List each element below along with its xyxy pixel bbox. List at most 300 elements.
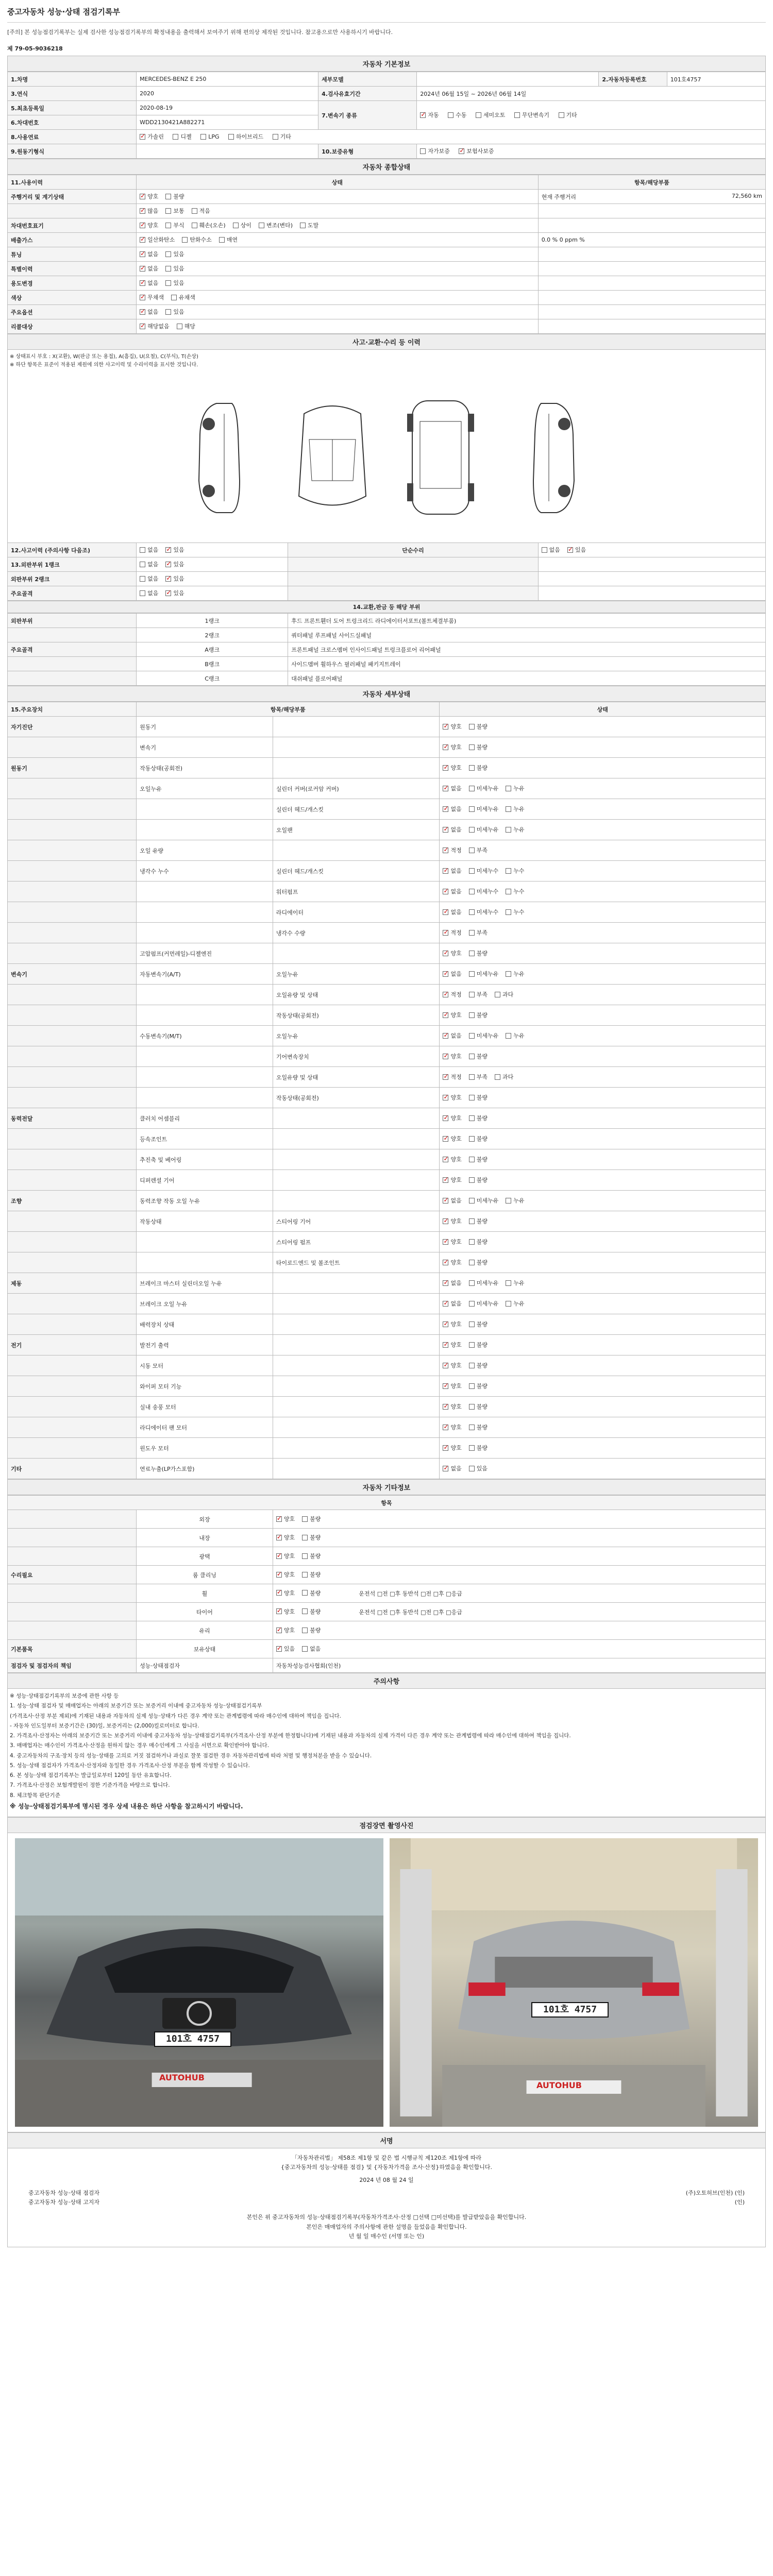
notes-item: 3. 매매업자는 매수인이 가격조사·산정을 원하지 않는 경우 매수인에게 그 사실을 서면으로 확인받아야 합니다. [10,1742,270,1749]
option-label: 있음 [173,309,184,316]
checkbox-icon [300,223,306,228]
detail-device: 원동기 [8,758,137,778]
detail-device [8,1129,137,1149]
checkbox-icon [302,1535,308,1540]
checkbox-icon [567,547,573,553]
option-label: 양호 [450,1053,462,1060]
detail-item [137,902,273,923]
overall-item-note [538,291,765,305]
checkbox-option [165,308,184,316]
checkbox-option [443,949,461,957]
checkbox-icon [140,266,145,272]
overall-item-note [538,218,765,233]
checkbox-option [469,1258,488,1266]
accident-state [137,586,288,601]
detail-subitem: 오일유량 및 상태 [273,985,440,1005]
checkbox-icon [469,992,475,997]
option-label: 누수 [513,868,525,875]
rank-row [8,642,766,657]
option-label: 누유 [513,1197,525,1205]
checkbox-icon [276,1516,282,1522]
detail-item: 디퍼렌셜 기어 [137,1170,273,1191]
checkbox-icon [165,562,171,567]
overall-row [8,218,766,233]
checkbox-option [443,887,461,895]
basic-info-table [7,72,766,159]
checkbox-icon [443,971,448,977]
checkbox-icon [165,208,171,214]
detail-row [8,1335,766,1355]
checkbox-icon [233,223,239,228]
detail-item: 원동기 [137,717,273,737]
detail-item [137,923,273,943]
detail-subitem [273,1397,440,1417]
other-row [8,1603,766,1621]
detail-state [440,758,766,778]
accident-state [137,557,288,572]
option-label: 일산화탄소 [147,236,175,244]
checkbox-icon [443,1033,448,1039]
checkbox-icon [469,827,475,833]
checkbox-option [300,221,318,229]
option-label: 불량 [476,950,488,957]
overall-item-state [137,204,539,218]
notes-item: 1. 성능·상태 점검자 및 매매업자는 아래의 보증기간 또는 보증거리 이내에 중고자동차 성능·상태점검기록부 [10,1703,262,1709]
option-label: 불량 [476,1403,488,1411]
rank-level: B랭크 [137,657,288,671]
checkbox-icon [302,1590,308,1596]
other-row [8,1547,766,1566]
checkbox-icon [140,576,145,582]
checkbox-option [469,1238,488,1246]
checkbox-option [443,908,461,916]
checkbox-option [443,846,461,854]
option-label: 양호 [450,1424,462,1431]
detail-row [8,923,766,943]
option-label: 많음 [147,208,159,215]
option-label: 도말 [308,222,319,229]
checkbox-option [165,250,184,258]
checkbox-option [495,990,513,998]
other-header: 항목 [8,1496,766,1510]
detail-row [8,758,766,778]
detail-subitem: 타이로드엔드 및 볼조인트 [273,1252,440,1273]
overall-row [8,305,766,319]
note-value: 72,560 km [731,192,762,199]
checkbox-icon [469,1136,475,1142]
warranty-option [420,147,450,155]
notifier-label: 중고자동차 성능·상태 고지자 [28,2199,100,2206]
rank-level: 1랭크 [137,614,288,628]
checkbox-option [140,574,158,583]
checkbox-option [443,1011,461,1019]
detail-device: 기타 [8,1459,137,1479]
option-label: 양호 [283,1589,295,1597]
option-label: 보험사보증 [466,148,494,155]
accident-row [8,572,766,586]
detail-device [8,1046,137,1067]
accident-right-state [538,557,765,572]
option-label: 양호 [450,765,462,772]
checkbox-option [443,1320,461,1328]
detail-state [440,1417,766,1438]
front-license-plate: 101호 4757 [154,2031,231,2047]
detail-subitem [273,717,440,737]
detail-row [8,1397,766,1417]
notes-body [7,1689,766,1817]
overall-item-note [538,190,765,204]
option-label: 없음 [147,309,159,316]
checkbox-icon [459,148,464,154]
checkbox-icon [469,1198,475,1204]
option-label: 없음 [147,265,159,273]
option-label: 누유 [513,785,525,792]
option-label: 양호 [450,1403,462,1411]
option-label: 누유 [513,1032,525,1040]
detail-item [137,1046,273,1067]
detail-item: 브레이크 오일 누유 [137,1294,273,1314]
option-label: 불량 [476,1156,488,1163]
detail-device [8,1397,137,1417]
detail-item: 와이퍼 모터 기능 [137,1376,273,1397]
detail-state [440,1129,766,1149]
detail-subitem [273,1191,440,1211]
option-label: 불량 [310,1589,321,1597]
checkbox-icon [469,889,475,894]
option-label: 불량 [310,1516,321,1523]
overall-item-state [137,262,539,276]
detail-row [8,1129,766,1149]
checkbox-option [443,1402,461,1411]
checkbox-icon [443,1321,448,1327]
checkbox-icon [559,112,564,118]
detail-item: 브레이크 마스터 실린더오일 누유 [137,1273,273,1294]
detail-row [8,1108,766,1129]
detail-row [8,1026,766,1046]
checkbox-option [443,1341,461,1349]
detail-item: 변속기 [137,737,273,758]
notice-text: [주의] 본 성능점검기록부는 실제 검사한 성능점검기록부의 확정내용을 출력해서 보여주기 위해 편의상 제작된 것입니다. 참고용으로만 사용하시기 바랍니다. [7,29,393,36]
checkbox-option [469,722,488,731]
option-label: 과다 [502,1074,514,1081]
option-label: 양호 [450,1383,462,1390]
checkbox-icon [173,134,178,140]
option-label: 미세누유 [476,785,499,792]
detail-device: 변속기 [8,964,137,985]
checkbox-icon [443,1239,448,1245]
overall-item-state [137,319,539,334]
section-accident-title: 사고·교환·수리 등 이력 [7,334,766,350]
detail-subitem [273,1170,440,1191]
checkbox-option [443,1444,461,1452]
detail-row [8,882,766,902]
checkbox-option [506,867,524,875]
detail-state [440,1397,766,1417]
option-label: 자가보증 [428,148,450,155]
overall-item-state [137,276,539,291]
engine-type-value [137,144,318,159]
checkbox-option [506,1196,524,1205]
checkbox-option [443,1382,461,1390]
section-photos-title: 점검장면 촬영사진 [7,1817,766,1833]
other-extra: 운전석 □전 □후 동반석 □전 □후 □응급 [359,1590,462,1598]
rank-group: 주요골격 [8,642,137,657]
checkbox-option [506,805,524,813]
checkbox-option [276,1515,295,1523]
checkbox-icon [200,134,206,140]
detail-state [440,1376,766,1397]
checkbox-icon [259,223,264,228]
rear-brand-sign: AUTOHUB [536,2080,582,2090]
overall-row [8,291,766,305]
option-label: 매연 [226,236,238,244]
option-label: 불량 [476,744,488,751]
detail-state [440,882,766,902]
checkbox-icon [276,1553,282,1559]
car-front-photo-icon [15,1838,383,2127]
checkbox-option [469,1402,488,1411]
checkbox-option [469,928,488,937]
detail-device: 자기진단 [8,717,137,737]
detail-subitem: 라디에이터 [273,902,440,923]
option-label: 부식 [173,222,184,229]
other-state [273,1640,765,1658]
checkbox-option [302,1607,321,1616]
transmission-option [559,111,577,119]
checkbox-icon [443,1177,448,1183]
option-label: 누유 [513,971,525,978]
accident-right-state [538,572,765,586]
checkbox-option [140,264,158,273]
detail-subitem [273,1335,440,1355]
other-group [8,1529,137,1547]
detail-subitem: 오일누유 [273,964,440,985]
checkbox-option [177,322,195,330]
overall-col-state: 상태 [137,175,539,190]
checkbox-icon [140,237,145,243]
signature-line: 년 월 일 매수인 (서명 또는 인) [348,2233,425,2240]
checkbox-icon [165,194,171,199]
checkbox-option [276,1626,295,1634]
overall-item-state [137,291,539,305]
option-label: 미세누수 [476,909,499,916]
overall-item-label: 주요옵션 [8,305,137,319]
legend-line: ※ 상태표시 부호 : X(교환), W(판금 또는 용접), A(흠집), U(요철), C(부식), T(손상) [10,354,198,360]
detail-subitem [273,1376,440,1397]
checkbox-icon [443,1342,448,1348]
other-table [7,1495,766,1673]
engine-type-label: 9.원동기형식 [8,144,137,159]
detail-item [137,985,273,1005]
checkbox-icon [443,992,448,997]
option-label: 미세누유 [476,1300,499,1308]
option-label: 양호 [450,1115,462,1122]
checkbox-icon [443,1115,448,1121]
detail-item: 윈도우 모터 [137,1438,273,1459]
warranty-label: 10.보증유형 [318,144,417,159]
detail-state [440,717,766,737]
checkbox-icon [443,806,448,812]
detail-table [7,702,766,1479]
option-label: 불량 [476,1321,488,1328]
accident-right-label [288,557,538,572]
rank-title: 14.교환,판금 등 해당 부위 [7,601,766,613]
overall-col-note: 항목/해당부품 [538,175,765,190]
detail-item: 작동상태(공회전) [137,758,273,778]
checkbox-option [469,743,488,751]
detail-device [8,923,137,943]
checkbox-option [469,846,488,854]
car-front-icon [289,393,376,522]
option-label: 양호 [283,1571,295,1579]
checkbox-option [506,1299,524,1308]
checkbox-icon [469,1012,475,1018]
detail-device [8,778,137,799]
accident-right-state [538,543,765,557]
checkbox-icon [443,909,448,915]
detail-state [440,1459,766,1479]
checkbox-icon [140,590,145,596]
overall-item-state [137,233,539,247]
checkbox-icon [542,547,547,553]
warranty-option [459,147,494,155]
legend-line: ※ 하단 항목은 표준이 적용된 제원에 의한 사고이력 및 수리이력을 표시한 것입니다. [10,362,198,368]
detail-subitem: 스티어링 기어 [273,1211,440,1232]
detail-device [8,799,137,820]
rank-level: A랭크 [137,642,288,657]
checkbox-option [165,560,184,568]
checkbox-icon [506,889,511,894]
checkbox-icon [443,765,448,771]
option-label: 유채색 [178,294,195,301]
detail-subitem: 냉각수 수량 [273,923,440,943]
option-label: 변조(변타) [266,222,293,229]
detail-device [8,1232,137,1252]
checkbox-option [443,1073,461,1081]
overall-item-note [538,276,765,291]
option-label: 상이 [240,222,251,229]
detail-col-header: 상태 [440,702,766,717]
detail-row [8,1191,766,1211]
option-label: 누수 [513,909,525,916]
detail-state [440,1108,766,1129]
detail-state [440,902,766,923]
option-label: 미세누수 [476,888,499,895]
detail-item [137,799,273,820]
option-label: 없음 [450,909,462,916]
option-label: 있음 [173,575,184,583]
year-label: 3.연식 [8,87,137,101]
overall-item-note [538,262,765,276]
checkbox-icon [165,309,171,315]
car-side-right-icon [505,393,593,522]
option-label: 적정 [450,1074,462,1081]
rear-photo [390,1838,758,2127]
option-label: 양호 [450,1218,462,1225]
option-label: 양호 [283,1553,295,1560]
checkbox-icon [469,951,475,956]
checkbox-icon [140,194,145,199]
checkbox-icon [443,1466,448,1471]
notes-bold-line: ※ 성능·상태점검기록부에 명시된 경우 상세 내용은 하단 사항을 참고하시기 바랍니다. [10,1802,243,1810]
checkbox-icon [276,1608,282,1614]
overall-item-label: 배출가스 [8,233,137,247]
checkbox-icon [140,251,145,257]
document-number-label: 제 [7,45,15,52]
checker-org: 자동차성능검사협회(인천) [273,1658,765,1673]
checkbox-option [469,764,488,772]
option-label: 있음 [173,251,184,258]
option-label: 양호 [450,1239,462,1246]
option-label: 수동 [456,112,467,119]
checkbox-option [443,970,461,978]
checkbox-option [443,784,461,792]
option-label: 누유 [513,1300,525,1308]
fuel-label: 8.사용연료 [8,130,137,144]
detail-device: 제동 [8,1273,137,1294]
option-label: 양호 [450,1094,462,1101]
checkbox-option [165,207,184,215]
option-label: 부족 [476,847,488,854]
option-label: 불량 [310,1571,321,1579]
detail-device [8,1088,137,1108]
other-state [273,1510,765,1529]
checkbox-option [276,1589,295,1597]
detail-subitem [273,1314,440,1335]
option-label: 양호 [450,1321,462,1328]
option-label: 없음 [310,1646,321,1653]
detail-item [137,1232,273,1252]
rank-items: 후드 프론트휀더 도어 트렁크리드 라디에이터서포트(볼트체결부품) [288,614,766,628]
checkbox-icon [302,1608,308,1614]
checkbox-option [140,250,158,258]
accident-right-label [288,572,538,586]
detail-row [8,1088,766,1108]
rank-level: C랭크 [137,671,288,686]
checkbox-option [469,1464,488,1472]
checkbox-option [469,1031,499,1040]
other-group [8,1621,137,1640]
checkbox-option [165,589,184,597]
detail-state [440,1314,766,1335]
option-label: 불량 [476,1424,488,1431]
detail-subitem: 실린더 헤드/개스킷 [273,861,440,882]
checkbox-option [302,1515,321,1523]
checkbox-option [469,908,499,916]
overall-item-label: 리콜대상 [8,319,137,334]
overall-item-state [137,305,539,319]
rank-items: 프론트패널 크로스멤버 인사이드패널 트렁크플로어 리어패널 [288,642,766,657]
detail-state [440,1232,766,1252]
rank-group [8,628,137,642]
other-item: 외장 [137,1510,273,1529]
checkbox-icon [443,827,448,833]
option-label: 양호 [450,950,462,957]
checkbox-icon [506,909,511,915]
checkbox-option [140,279,158,287]
document-number-value: 79-05-9036218 [14,45,63,52]
option-label: 적정 [450,847,462,854]
detail-device [8,1170,137,1191]
checkbox-option [276,1607,295,1616]
checkbox-option [495,1073,513,1081]
checkbox-option [506,908,524,916]
detail-device [8,943,137,964]
checkbox-icon [443,1074,448,1080]
option-label: 불량 [476,1259,488,1266]
notes-item: 5. 성능·상태 점검자가 가격조사·산정자와 동일한 경우 가격조사·산정 부분을 함께 작성할 수 있습니다. [10,1762,250,1769]
detail-device [8,1005,137,1026]
